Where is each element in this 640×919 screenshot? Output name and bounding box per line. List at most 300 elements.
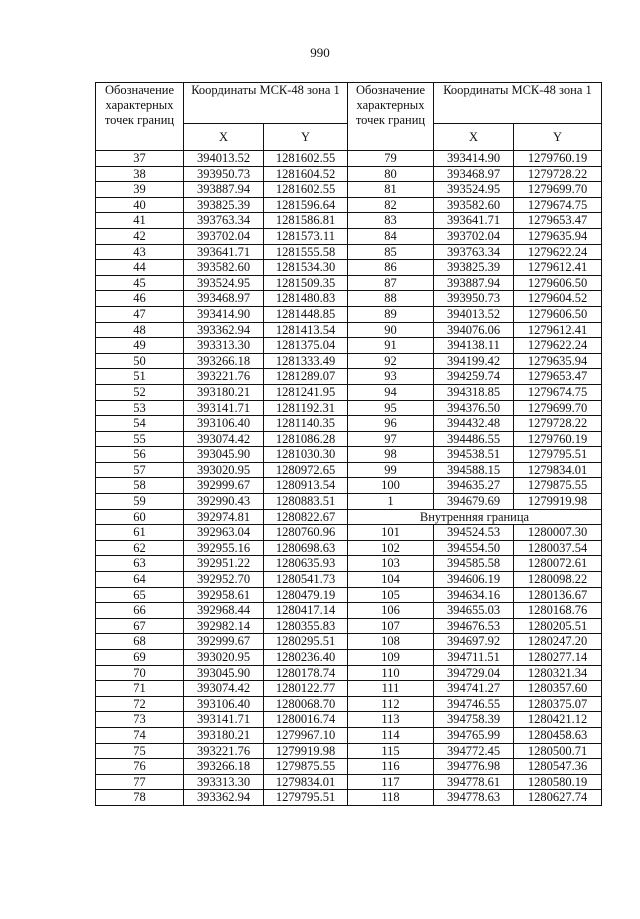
- right-coord-y: 1280321.34: [514, 665, 602, 681]
- right-point-number: 99: [348, 462, 434, 478]
- left-coord-x: 393180.21: [184, 384, 264, 400]
- left-coord-x: 393362.94: [184, 322, 264, 338]
- table-row: [96, 478, 602, 494]
- left-coord-x: 392952.70: [184, 572, 264, 588]
- table-row: [96, 322, 602, 338]
- right-coord-x: 393887.94: [434, 275, 514, 291]
- right-coord-y: 1280247.20: [514, 634, 602, 650]
- right-coord-x: 394635.27: [434, 478, 514, 494]
- left-point-number: 54: [96, 416, 184, 432]
- left-coord-y: 1281586.81: [264, 213, 348, 229]
- left-coord-y: 1281534.30: [264, 260, 348, 276]
- right-coord-y: 1279760.19: [514, 431, 602, 447]
- right-point-number: 112: [348, 696, 434, 712]
- left-point-number: 62: [96, 540, 184, 556]
- right-coord-y: 1280098.22: [514, 572, 602, 588]
- table-row: [96, 790, 602, 806]
- coordinates-table: [95, 82, 602, 806]
- table-row: [96, 338, 602, 354]
- left-coord-y: 1281413.54: [264, 322, 348, 338]
- right-point-number: 102: [348, 540, 434, 556]
- right-y-header: Y: [514, 124, 602, 151]
- right-x-header: X: [434, 124, 514, 151]
- left-point-number: 47: [96, 306, 184, 322]
- left-coord-y: 1279834.01: [264, 774, 348, 790]
- left-coord-y: 1280635.93: [264, 556, 348, 572]
- left-coord-y: 1280295.51: [264, 634, 348, 650]
- right-coord-x: 394778.61: [434, 774, 514, 790]
- right-coord-x: 394741.27: [434, 681, 514, 697]
- left-coord-y: 1279967.10: [264, 727, 348, 743]
- right-point-number: 90: [348, 322, 434, 338]
- right-coord-x: 393641.71: [434, 213, 514, 229]
- coordinates-body: [96, 151, 602, 806]
- right-point-number: 113: [348, 712, 434, 728]
- left-point-number: 48: [96, 322, 184, 338]
- left-coord-x: 393045.90: [184, 447, 264, 463]
- right-coord-x: 394138.11: [434, 338, 514, 354]
- table-row: [96, 244, 602, 260]
- table-row: [96, 759, 602, 775]
- left-coord-y: 1280760.96: [264, 525, 348, 541]
- left-point-number: 43: [96, 244, 184, 260]
- inner-boundary-label: Внутренняя граница: [348, 509, 602, 525]
- right-point-number: 88: [348, 291, 434, 307]
- table-row: [96, 665, 602, 681]
- right-point-number: 107: [348, 618, 434, 634]
- right-point-number: 117: [348, 774, 434, 790]
- right-coord-x: 393763.34: [434, 244, 514, 260]
- right-coord-y: 1280136.67: [514, 587, 602, 603]
- table-row: [96, 494, 602, 510]
- left-coord-y: 1281602.55: [264, 182, 348, 198]
- left-point-number: 77: [96, 774, 184, 790]
- left-point-number: 67: [96, 618, 184, 634]
- right-coord-x: 394318.85: [434, 384, 514, 400]
- table-row: [96, 275, 602, 291]
- left-coord-y: 1280913.54: [264, 478, 348, 494]
- left-point-number: 76: [96, 759, 184, 775]
- left-point-number: 73: [96, 712, 184, 728]
- left-coord-x: 393524.95: [184, 275, 264, 291]
- left-coord-y: 1281375.04: [264, 338, 348, 354]
- right-coord-x: 394259.74: [434, 369, 514, 385]
- right-point-number: 1: [348, 494, 434, 510]
- left-point-number: 51: [96, 369, 184, 385]
- right-coord-y: 1279612.41: [514, 260, 602, 276]
- right-point-number: 98: [348, 447, 434, 463]
- table-row: [96, 197, 602, 213]
- left-coord-x: 393313.30: [184, 774, 264, 790]
- right-coord-y: 1279653.47: [514, 369, 602, 385]
- right-coord-x: 394772.45: [434, 743, 514, 759]
- left-coord-x: 393141.71: [184, 712, 264, 728]
- left-coord-x: 393313.30: [184, 338, 264, 354]
- table-row: [96, 353, 602, 369]
- right-point-number: 103: [348, 556, 434, 572]
- right-coord-x: 394486.55: [434, 431, 514, 447]
- left-point-number: 64: [96, 572, 184, 588]
- left-coord-x: 392990.43: [184, 494, 264, 510]
- left-point-number: 68: [96, 634, 184, 650]
- left-coord-x: 393702.04: [184, 228, 264, 244]
- right-coord-x: 394013.52: [434, 306, 514, 322]
- table-row: [96, 306, 602, 322]
- right-coords-header: Координаты МСК-48 зона 1: [434, 83, 602, 124]
- right-point-number: 79: [348, 151, 434, 167]
- right-coord-y: 1279795.51: [514, 447, 602, 463]
- left-point-number: 69: [96, 650, 184, 666]
- table-row: [96, 556, 602, 572]
- right-point-number: 118: [348, 790, 434, 806]
- page-number: 990: [310, 45, 330, 60]
- table-row: [96, 151, 602, 167]
- left-coord-x: 392999.67: [184, 634, 264, 650]
- left-point-number: 71: [96, 681, 184, 697]
- left-coord-y: 1280016.74: [264, 712, 348, 728]
- left-coord-y: 1281596.64: [264, 197, 348, 213]
- right-coord-y: 1279760.19: [514, 151, 602, 167]
- left-coord-x: 394013.52: [184, 151, 264, 167]
- right-coord-y: 1279699.70: [514, 182, 602, 198]
- left-point-number: 49: [96, 338, 184, 354]
- left-point-number: 40: [96, 197, 184, 213]
- left-coord-y: 1280479.19: [264, 587, 348, 603]
- right-coord-x: 393524.95: [434, 182, 514, 198]
- left-coord-x: 393763.34: [184, 213, 264, 229]
- left-coord-y: 1281509.35: [264, 275, 348, 291]
- left-point-number: 56: [96, 447, 184, 463]
- table-row: [96, 182, 602, 198]
- right-coord-y: 1280168.76: [514, 603, 602, 619]
- right-point-number: 87: [348, 275, 434, 291]
- left-y-header: Y: [264, 124, 348, 151]
- right-coord-x: 394778.63: [434, 790, 514, 806]
- table-row: [96, 727, 602, 743]
- table-row: [96, 228, 602, 244]
- left-point-number: 74: [96, 727, 184, 743]
- left-coord-y: 1280972.65: [264, 462, 348, 478]
- left-coord-y: 1281573.11: [264, 228, 348, 244]
- right-coord-x: 394679.69: [434, 494, 514, 510]
- table-row: [96, 587, 602, 603]
- right-coord-y: 1280205.51: [514, 618, 602, 634]
- right-point-number: 83: [348, 213, 434, 229]
- right-coord-y: 1279606.50: [514, 275, 602, 291]
- right-coord-x: 394432.48: [434, 416, 514, 432]
- left-point-number: 58: [96, 478, 184, 494]
- left-point-number: 72: [96, 696, 184, 712]
- left-coord-x: 393074.42: [184, 681, 264, 697]
- right-coord-x: 394585.58: [434, 556, 514, 572]
- right-point-number: 96: [348, 416, 434, 432]
- right-point-number: 104: [348, 572, 434, 588]
- right-point-number: 92: [348, 353, 434, 369]
- table-row: [96, 712, 602, 728]
- left-coord-y: 1281192.31: [264, 400, 348, 416]
- left-coord-y: 1281480.83: [264, 291, 348, 307]
- left-coord-y: 1280068.70: [264, 696, 348, 712]
- left-point-number: 52: [96, 384, 184, 400]
- left-point-number: 42: [96, 228, 184, 244]
- left-coord-y: 1281333.49: [264, 353, 348, 369]
- left-point-number: 38: [96, 166, 184, 182]
- right-point-number: 84: [348, 228, 434, 244]
- right-coord-x: 393825.39: [434, 260, 514, 276]
- right-point-number: 80: [348, 166, 434, 182]
- right-point-number: 114: [348, 727, 434, 743]
- table-row: [96, 603, 602, 619]
- right-point-number: 82: [348, 197, 434, 213]
- right-coord-y: 1280500.71: [514, 743, 602, 759]
- right-coord-y: 1279604.52: [514, 291, 602, 307]
- right-coord-y: 1280277.14: [514, 650, 602, 666]
- right-coord-y: 1279919.98: [514, 494, 602, 510]
- right-coord-y: 1279612.41: [514, 322, 602, 338]
- right-coord-x: 394758.39: [434, 712, 514, 728]
- right-coord-y: 1279635.94: [514, 228, 602, 244]
- table-row: [96, 525, 602, 541]
- left-coord-y: 1279795.51: [264, 790, 348, 806]
- right-coord-y: 1280627.74: [514, 790, 602, 806]
- left-coord-x: 393045.90: [184, 665, 264, 681]
- right-coord-y: 1280547.36: [514, 759, 602, 775]
- left-designation-header: Обозначение характерных точек границ: [96, 83, 184, 151]
- left-point-number: 63: [96, 556, 184, 572]
- right-point-number: 108: [348, 634, 434, 650]
- left-point-number: 53: [96, 400, 184, 416]
- right-coord-y: 1279699.70: [514, 400, 602, 416]
- right-point-number: 97: [348, 431, 434, 447]
- right-point-number: 86: [348, 260, 434, 276]
- left-coord-x: 393106.40: [184, 416, 264, 432]
- right-coord-x: 393582.60: [434, 197, 514, 213]
- left-coord-x: 393362.94: [184, 790, 264, 806]
- right-point-number: 95: [348, 400, 434, 416]
- right-coord-y: 1279622.24: [514, 338, 602, 354]
- table-row: [96, 618, 602, 634]
- table-row: [96, 681, 602, 697]
- left-coord-x: 392951.22: [184, 556, 264, 572]
- left-coord-y: 1281030.30: [264, 447, 348, 463]
- left-point-number: 39: [96, 182, 184, 198]
- right-point-number: 110: [348, 665, 434, 681]
- left-coord-y: 1281604.52: [264, 166, 348, 182]
- left-point-number: 45: [96, 275, 184, 291]
- left-coord-x: 392974.81: [184, 509, 264, 525]
- left-coord-y: 1280883.51: [264, 494, 348, 510]
- left-coord-y: 1280236.40: [264, 650, 348, 666]
- table-row: [96, 696, 602, 712]
- right-coord-x: 393702.04: [434, 228, 514, 244]
- left-coord-y: 1280822.67: [264, 509, 348, 525]
- right-coord-y: 1279674.75: [514, 197, 602, 213]
- right-coord-x: 394729.04: [434, 665, 514, 681]
- right-point-number: 81: [348, 182, 434, 198]
- right-point-number: 116: [348, 759, 434, 775]
- left-coord-y: 1280541.73: [264, 572, 348, 588]
- right-point-number: 109: [348, 650, 434, 666]
- table-row: [96, 213, 602, 229]
- left-coord-x: 392999.67: [184, 478, 264, 494]
- left-coord-y: 1279919.98: [264, 743, 348, 759]
- left-coord-x: 393180.21: [184, 727, 264, 743]
- right-point-number: 93: [348, 369, 434, 385]
- right-coord-x: 394765.99: [434, 727, 514, 743]
- right-point-number: 89: [348, 306, 434, 322]
- right-coord-y: 1279653.47: [514, 213, 602, 229]
- left-point-number: 41: [96, 213, 184, 229]
- table-row: [96, 462, 602, 478]
- left-coord-y: 1280417.14: [264, 603, 348, 619]
- right-coord-x: 393414.90: [434, 151, 514, 167]
- right-point-number: 91: [348, 338, 434, 354]
- right-coord-y: 1279834.01: [514, 462, 602, 478]
- table-row: [96, 447, 602, 463]
- table-row: [96, 384, 602, 400]
- left-point-number: 65: [96, 587, 184, 603]
- right-coord-x: 394076.06: [434, 322, 514, 338]
- left-coord-x: 392958.61: [184, 587, 264, 603]
- left-coord-x: 393266.18: [184, 759, 264, 775]
- left-point-number: 78: [96, 790, 184, 806]
- left-coord-x: 393266.18: [184, 353, 264, 369]
- left-coord-x: 393825.39: [184, 197, 264, 213]
- right-point-number: 85: [348, 244, 434, 260]
- right-coord-y: 1280037.54: [514, 540, 602, 556]
- table-row: [96, 650, 602, 666]
- table-row: [96, 634, 602, 650]
- table-row: [96, 572, 602, 588]
- left-coords-header: Координаты МСК-48 зона 1: [184, 83, 348, 124]
- left-point-number: 55: [96, 431, 184, 447]
- right-coord-x: 394606.19: [434, 572, 514, 588]
- right-coord-x: 394538.51: [434, 447, 514, 463]
- right-coord-x: 394376.50: [434, 400, 514, 416]
- right-coord-y: 1280421.12: [514, 712, 602, 728]
- right-coord-x: 393950.73: [434, 291, 514, 307]
- table-row: [96, 369, 602, 385]
- left-point-number: 50: [96, 353, 184, 369]
- left-point-number: 46: [96, 291, 184, 307]
- left-coord-x: 393468.97: [184, 291, 264, 307]
- left-coord-y: 1281448.85: [264, 306, 348, 322]
- table-row: [96, 260, 602, 276]
- table-row: [96, 416, 602, 432]
- left-coord-x: 393020.95: [184, 650, 264, 666]
- left-coord-x: 393950.73: [184, 166, 264, 182]
- left-coord-y: 1280355.83: [264, 618, 348, 634]
- left-coord-x: 392968.44: [184, 603, 264, 619]
- left-coord-x: 393887.94: [184, 182, 264, 198]
- left-point-number: 37: [96, 151, 184, 167]
- left-coord-y: 1281555.58: [264, 244, 348, 260]
- left-coord-x: 393141.71: [184, 400, 264, 416]
- right-point-number: 111: [348, 681, 434, 697]
- left-coord-y: 1281086.28: [264, 431, 348, 447]
- right-point-number: 115: [348, 743, 434, 759]
- right-coord-x: 394655.03: [434, 603, 514, 619]
- right-point-number: 100: [348, 478, 434, 494]
- right-point-number: 105: [348, 587, 434, 603]
- right-coord-x: 393468.97: [434, 166, 514, 182]
- right-coord-x: 394524.53: [434, 525, 514, 541]
- left-coord-x: 393106.40: [184, 696, 264, 712]
- table-row: [96, 166, 602, 182]
- right-coord-x: 394588.15: [434, 462, 514, 478]
- right-coord-y: 1280357.60: [514, 681, 602, 697]
- right-coord-x: 394554.50: [434, 540, 514, 556]
- right-coord-x: 394676.53: [434, 618, 514, 634]
- table-row: [96, 774, 602, 790]
- left-coord-y: 1280698.63: [264, 540, 348, 556]
- left-point-number: 60: [96, 509, 184, 525]
- right-point-number: 101: [348, 525, 434, 541]
- right-coord-y: 1279875.55: [514, 478, 602, 494]
- left-coord-y: 1280178.74: [264, 665, 348, 681]
- right-coord-y: 1279728.22: [514, 416, 602, 432]
- right-designation-header: Обозначение характерных точек границ: [348, 83, 434, 151]
- left-point-number: 61: [96, 525, 184, 541]
- left-coord-y: 1281289.07: [264, 369, 348, 385]
- left-coord-y: 1279875.55: [264, 759, 348, 775]
- left-coord-x: 392982.14: [184, 618, 264, 634]
- left-coord-x: 393020.95: [184, 462, 264, 478]
- right-coord-y: 1280072.61: [514, 556, 602, 572]
- right-point-number: 94: [348, 384, 434, 400]
- right-coord-x: 394199.42: [434, 353, 514, 369]
- left-point-number: 70: [96, 665, 184, 681]
- right-coord-y: 1279606.50: [514, 306, 602, 322]
- table-row: [96, 743, 602, 759]
- left-coord-x: 393641.71: [184, 244, 264, 260]
- table-row: [96, 431, 602, 447]
- left-point-number: 57: [96, 462, 184, 478]
- right-coord-y: 1279674.75: [514, 384, 602, 400]
- left-coord-x: 392963.04: [184, 525, 264, 541]
- right-coord-y: 1280580.19: [514, 774, 602, 790]
- right-coord-y: 1280375.07: [514, 696, 602, 712]
- right-coord-y: 1280007.30: [514, 525, 602, 541]
- left-coord-x: 393221.76: [184, 743, 264, 759]
- right-coord-x: 394711.51: [434, 650, 514, 666]
- left-coord-y: 1280122.77: [264, 681, 348, 697]
- right-coord-x: 394776.98: [434, 759, 514, 775]
- left-coord-x: 393221.76: [184, 369, 264, 385]
- table-row: [96, 400, 602, 416]
- left-point-number: 59: [96, 494, 184, 510]
- table-row: [96, 540, 602, 556]
- table-row: [96, 291, 602, 307]
- left-point-number: 66: [96, 603, 184, 619]
- left-coord-x: 393414.90: [184, 306, 264, 322]
- table-row: [96, 509, 602, 525]
- left-coord-y: 1281241.95: [264, 384, 348, 400]
- right-coord-x: 394697.92: [434, 634, 514, 650]
- left-coord-y: 1281140.35: [264, 416, 348, 432]
- right-point-number: 106: [348, 603, 434, 619]
- right-coord-x: 394634.16: [434, 587, 514, 603]
- right-coord-x: 394746.55: [434, 696, 514, 712]
- right-coord-y: 1279635.94: [514, 353, 602, 369]
- left-point-number: 44: [96, 260, 184, 276]
- right-coord-y: 1279728.22: [514, 166, 602, 182]
- right-coord-y: 1280458.63: [514, 727, 602, 743]
- left-x-header: X: [184, 124, 264, 151]
- left-coord-x: 393074.42: [184, 431, 264, 447]
- left-point-number: 75: [96, 743, 184, 759]
- left-coord-x: 392955.16: [184, 540, 264, 556]
